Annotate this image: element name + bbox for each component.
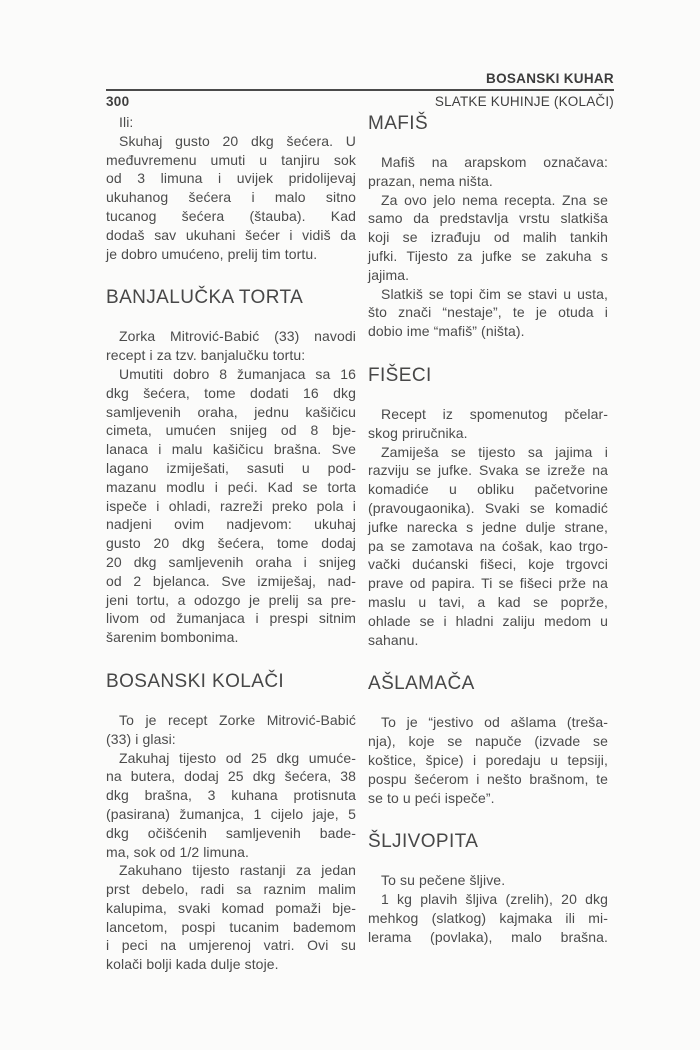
text-line: skog priručnika.: [368, 424, 468, 441]
section-heading: FIŠECI: [368, 364, 432, 386]
text-line: Slatkiš se topi čim se stavi u usta,: [381, 285, 608, 302]
section-heading: ŠLJIVOPITA: [368, 831, 479, 853]
running-title: BOSANSKI KUHAR: [106, 71, 614, 91]
text-line: koji se izrađuju od malih tankih: [368, 229, 608, 246]
text-line: lancetom, pospi tucanim bademom: [106, 918, 356, 935]
text-line: šarenim bombonima.: [106, 629, 239, 646]
text-line: (pravougaonika). Svaki se komadić: [368, 499, 608, 516]
left-column: [106, 113, 356, 974]
section-heading: AŠLAMAČA: [368, 673, 475, 695]
text-line: recept i za tzv. banjalučku tortu:: [106, 347, 306, 364]
text-line: na butera, dodaj 25 dkg šećera, 38: [106, 768, 356, 785]
text-line: To su pečene šljive.: [381, 872, 506, 889]
paragraph: [106, 861, 356, 974]
text-line: (33) i glasi:: [106, 730, 176, 747]
text-line: kolači bolji kada dulje stoje.: [106, 956, 279, 973]
page-header: [106, 71, 614, 109]
text-line: sahanu.: [368, 631, 419, 648]
text-line: Zakuhano tijesto rastanji za jedan: [119, 862, 356, 879]
text-line: jufke narecka s jedne dulje strane,: [368, 518, 608, 535]
paragraph: [106, 132, 356, 264]
text-line: ma, sok od 1/2 limuna.: [106, 843, 250, 860]
text-line: lagano izmiješati, sasuti u pod-: [106, 459, 356, 476]
page-number: 300: [106, 94, 130, 109]
text-line: dkg šećera, tome dodati 16 dkg: [106, 384, 356, 401]
text-line: prazan, nema ništa.: [368, 172, 493, 189]
text-line: razviju se jufke. Svaka se izreže na: [368, 462, 608, 479]
text-line: mehkog (slatkog) kajmaka ili mi-: [368, 909, 608, 926]
text-line: 1 kg plavih šljiva (zrelih), 20 dkg: [381, 891, 608, 908]
text-line: cimeta, umućen snijeg od 8 bje-: [106, 422, 356, 439]
text-line: mazanu modlu i peći. Kad se torta: [106, 478, 356, 495]
text-line: pa se zamotava na ćošak, kao trgo-: [368, 537, 608, 554]
text-line: je dobro umućeno, prelij tim tortu.: [106, 245, 318, 262]
paragraph: [368, 890, 608, 946]
text-line: što znači “nestaje”, te je otuda i: [368, 304, 608, 321]
text-line: samo da predstavlja vrstu slatkiša: [368, 210, 608, 227]
text-line: Zorka Mitrović-Babić (33) navodi: [119, 328, 356, 345]
text-line: Skuhaj gusto 20 dkg šećera. U: [119, 132, 356, 149]
paragraph: [368, 713, 608, 807]
text-line: Zamiješa se tijesto sa jajima i: [381, 443, 608, 460]
text-line: To je recept Zorke Mitrović-Babić: [119, 711, 356, 728]
text-line: prst debelo, radi sa raznim malim: [106, 881, 356, 898]
text-line: ispeče i ohladi, razreži preko pola i: [106, 497, 356, 514]
section-heading: MAFIŠ: [368, 113, 429, 134]
text-line: komadiće u obliku pačetvorine: [368, 481, 608, 498]
text-line: dodaš sav ukuhani šećer i vidiš da: [106, 226, 356, 243]
text-line: Mafiš na arapskom označava:: [381, 154, 608, 170]
text-line: međuvremenu umuti u tanjiru sok: [106, 151, 356, 168]
paragraph: [106, 711, 356, 749]
paragraph: [368, 871, 608, 890]
text-line: tucanog šećera (štauba). Kad: [106, 207, 356, 224]
text-line: nadjeni ovim nadjevom: ukuhaj: [106, 516, 356, 533]
text-line: Zakuhaj tijesto od 25 dkg umuće-: [119, 749, 356, 766]
text-line: jufki. Tijesto za jufke se zakuha s: [368, 247, 608, 264]
section-heading: BOSANSKI KOLAČI: [106, 670, 285, 692]
text-line: nja), koje se napuče (izvade se: [368, 733, 608, 750]
text-line: To je “jestivo od ašlama (treša-: [381, 714, 608, 731]
paragraph: [368, 153, 608, 191]
chapter-title: SLATKE KUHINJE (KOLAČI): [434, 94, 614, 109]
text-line: dobio ime “mafiš” (ništa).: [368, 323, 525, 340]
text-line: jajima.: [368, 266, 410, 283]
paragraph: [106, 113, 356, 132]
text-line: lerama (povlaka), malo brašna.: [368, 928, 608, 945]
paragraph: [106, 327, 356, 365]
text-line: Ili:: [119, 114, 134, 130]
text-line: dkg brašna, 3 kuhana protisnuta: [106, 787, 356, 804]
paragraph: [368, 191, 608, 285]
right-column: [368, 113, 608, 974]
text-line: samljevenih oraha, jednu kašičicu: [106, 403, 356, 420]
text-line: ukuhanog šećera i malo sitno: [106, 189, 356, 206]
text-line: ohlade se i hladni zaliju medom u: [368, 612, 608, 629]
text-line: od 3 limuna i uvijek pridolijevaj: [106, 170, 356, 187]
text-line: gusto 20 dkg šećera, tome dodaj: [106, 535, 356, 552]
text-line: dkg očišćenih samljevenih bade-: [106, 824, 356, 841]
text-line: (pasirana) žumanjca, 1 cijelo jaje, 5: [106, 805, 356, 822]
paragraph: [368, 443, 608, 650]
paragraph: [106, 749, 356, 862]
text-line: lanaca i malu kašičicu brašna. Sve: [106, 441, 356, 458]
text-line: Umutiti dobro 8 žumanjaca sa 16: [119, 365, 356, 382]
text-line: koštice, špice) i poredaju u tepsiji,: [368, 751, 608, 768]
paragraph: [368, 405, 608, 443]
text-line: pospu šećerom i nešto brašnom, te: [368, 770, 608, 787]
text-line: livom od žumanjaca i prespi sitnim: [106, 610, 356, 627]
text-line: Recept iz spomenutog pčelar-: [381, 405, 608, 422]
text-line: se to u peći ispeče”.: [368, 789, 495, 806]
text-line: kalupima, svaki komad pomaži bje-: [106, 899, 356, 916]
text-line: prave od papira. Ti se fišeci prže na: [368, 575, 608, 592]
two-column-text: [106, 113, 608, 974]
text-line: od 2 bjelanca. Sve izmiješaj, nad-: [106, 572, 356, 589]
text-line: i peci na umjerenoj vatri. Ovi su: [106, 937, 356, 954]
header-subrow: [106, 94, 614, 109]
text-line: Za ovo jelo nema recepta. Zna se: [381, 191, 608, 208]
text-line: vački dućanski fišeci, koje trgovci: [368, 556, 608, 573]
text-line: 20 dkg samljevenih oraha i snijeg: [106, 553, 356, 570]
paragraph: [368, 285, 608, 341]
section-heading: BANJALUČKA TORTA: [106, 287, 304, 309]
text-line: maslu u tavi, a kad se poprže,: [368, 593, 608, 610]
paragraph: [106, 365, 356, 647]
text-line: jeni tortu, a odozgo je prelij sa pre-: [106, 591, 356, 608]
